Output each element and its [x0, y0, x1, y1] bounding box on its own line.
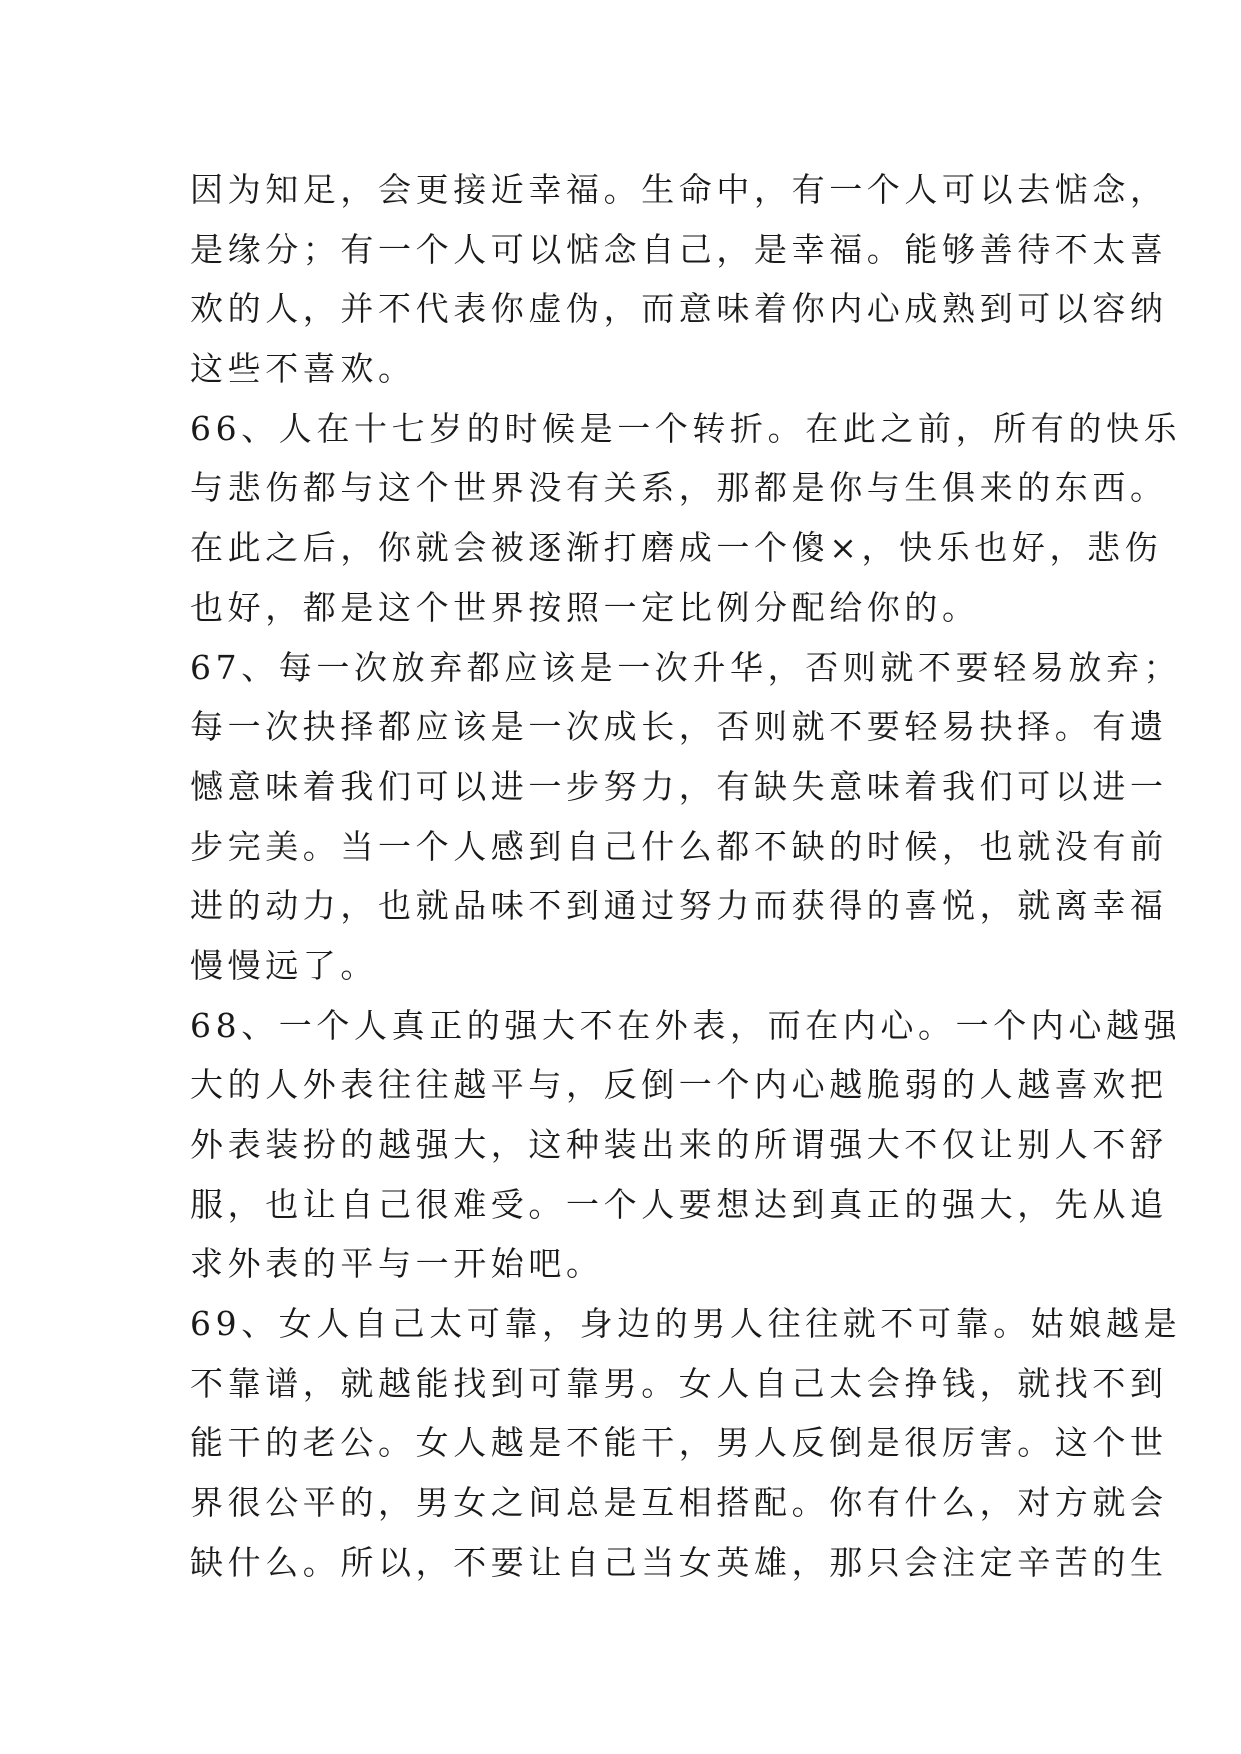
text-line: 求外表的平与一开始吧。 — [190, 1244, 604, 1284]
text-line: 欢的人，并不代表你虚伪，而意味着你内心成熟到可以容纳 — [190, 289, 1168, 329]
text-line: 不靠谱，就越能找到可靠男。女人自己太会挣钱，就找不到 — [190, 1363, 1168, 1403]
paragraph-69-start: 69、女人自己太可靠，身边的男人往往就不可靠。姑娘越是 — [190, 1304, 1182, 1344]
text-line: 缺什么。所以，不要让自己当女英雄，那只会注定辛苦的生 — [190, 1542, 1168, 1582]
text-line: 进的动力，也就品味不到通过努力而获得的喜悦，就离幸福 — [190, 886, 1168, 926]
body-text — [190, 160, 1182, 1593]
text-line: 在此之后，你就会被逐渐打磨成一个傻×，快乐也好，悲伤 — [190, 528, 1163, 568]
text-line: 这些不喜欢。 — [190, 349, 416, 389]
paragraph-67-start: 67、每一次放弃都应该是一次升华，否则就不要轻易放弃； — [190, 647, 1182, 687]
paragraph-68-start: 68、一个人真正的强大不在外表，而在内心。一个内心越强 — [190, 1005, 1182, 1045]
text-line: 服，也让自己很难受。一个人要想达到真正的强大，先从追 — [190, 1184, 1168, 1224]
text-line: 外表装扮的越强大，这种装出来的所谓强大不仅让别人不舒 — [190, 1125, 1168, 1164]
text-line: 因为知足，会更接近幸福。生命中，有一个人可以去惦念， — [190, 170, 1168, 209]
text-line: 步完美。当一个人感到自己什么都不缺的时候，也就没有前 — [190, 826, 1168, 866]
text-line: 也好，都是这个世界按照一定比例分配给你的。 — [190, 587, 980, 627]
text-line: 能干的老公。女人越是不能干，男人反倒是很厉害。这个世 — [190, 1423, 1168, 1463]
text-line: 与悲伤都与这个世界没有关系，那都是你与生俱来的东西。 — [190, 468, 1168, 508]
text-line: 每一次抉择都应该是一次成长，否则就不要轻易抉择。有遗 — [190, 707, 1168, 747]
text-line: 是缘分；有一个人可以惦念自己，是幸福。能够善待不太喜 — [190, 229, 1168, 269]
text-line: 大的人外表往往越平与，反倒一个内心越脆弱的人越喜欢把 — [190, 1065, 1168, 1105]
text-line: 憾意味着我们可以进一步努力，有缺失意味着我们可以进一 — [190, 766, 1168, 806]
text-line: 界很公平的，男女之间总是互相搭配。你有什么，对方就会 — [190, 1483, 1168, 1523]
text-line: 慢慢远了。 — [190, 945, 378, 985]
paragraph-66-start: 66、人在十七岁的时候是一个转折。在此之前，所有的快乐 — [190, 408, 1182, 448]
